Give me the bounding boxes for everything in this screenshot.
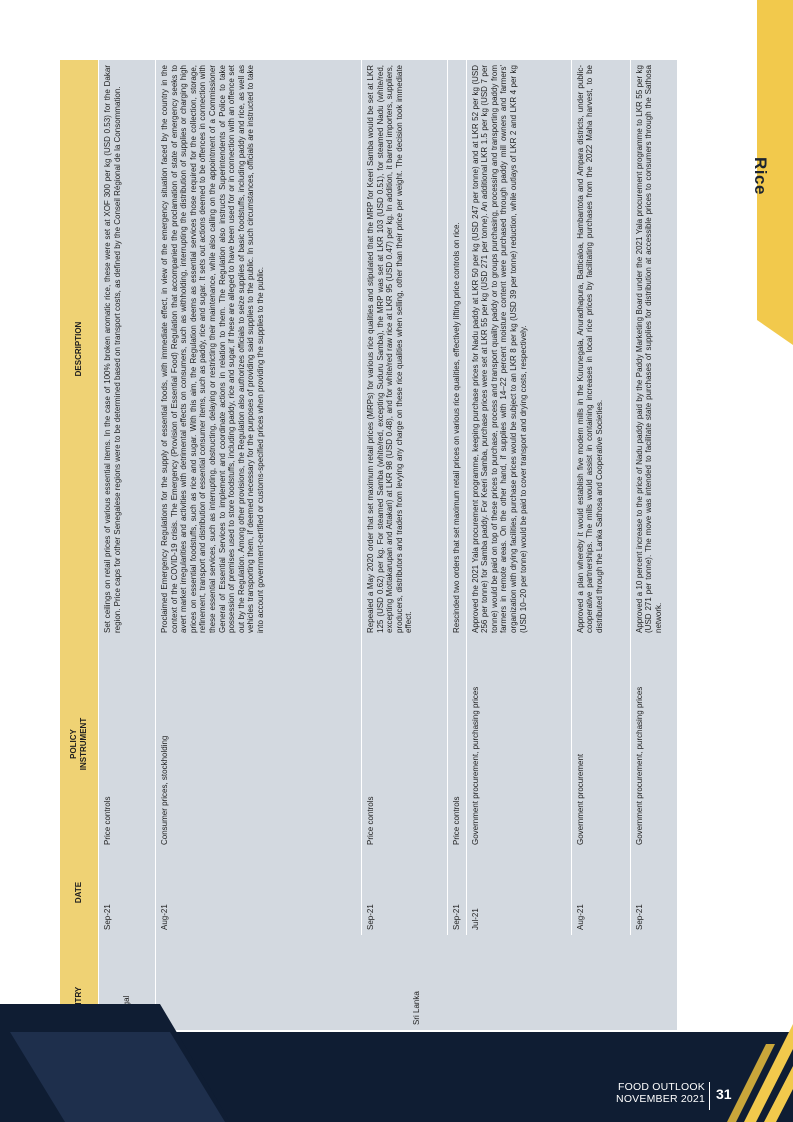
- table-header-row: [60, 60, 99, 1030]
- footer-publication: [616, 1081, 705, 1105]
- table-row: [156, 60, 362, 1030]
- footer-title: FOOD OUTLOOK: [618, 1081, 705, 1093]
- date-cell: Sep-21: [366, 904, 375, 930]
- date-cell: Aug-21: [160, 904, 169, 930]
- table-row: [448, 60, 467, 1030]
- page-number: 31: [716, 1086, 732, 1102]
- date-cell: Jul-21: [470, 908, 480, 930]
- header-date: DATE: [60, 850, 99, 935]
- footer-separator: [709, 1082, 710, 1110]
- description-cell: Approved a plan whereby it would establish five modern mills in the Kurunegala, Anuradhapura, Batticaloa, Hambantota and Ampara districts, under public-cooperative partnerships. The mills would assist in containing increases in local rice prices by facilitating purchases from the 2022 Maha harvest, to be distributed through the Lanka Sathosa and Cooperative Societies.: [575, 65, 604, 633]
- policy-table-container: [60, 60, 673, 1030]
- footer-date: NOVEMBER 2021: [616, 1093, 705, 1105]
- country-cell: Sri Lanka: [411, 991, 421, 1025]
- description-cell: Set ceilings on retail prices of various essential items. In the case of 100% broken aromatic rice, these were set at XOF 300 per kg (USD 0.53) for the Dakar region. Price caps for other Senegalese regions were to be determined based on transport costs, as defined by the Conseil Régional de la Consommation.: [103, 65, 122, 633]
- table-row: [99, 60, 156, 1030]
- date-cell: Sep-21: [634, 904, 644, 930]
- header-description: DESCRIPTION: [60, 60, 99, 638]
- header-instrument-line1: POLICY: [69, 729, 78, 759]
- header-instrument-line2: INSTRUMENT: [79, 717, 88, 771]
- description-cell: Approved a 10 percent increase to the price of Nadu paddy paid by the Paddy Marketing Board under the 2021 Yala procurement programme to LKR 55 per kg (USD 271 per tonne). The move was intended to facilitate state purchases of supplies for distribution at accessible prices to consumers through the Sathosa network.: [634, 65, 663, 633]
- table-row: [362, 60, 448, 1030]
- description-cell: Proclaimed Emergency Regulations for the supply of essential foods, with immediate effect, in view of the emergency situation faced by the country in the context of the COVID-19 crisis. The Emergency (Provision of Essential Food) Regulation that accompanied the proclamation of state of emergency seeks to avert market irregularities and activities with detrimental effects on consumers, such as withholding, interrupting the distribution of supplies or charging high prices on essential foodstuffs, such as rice and sugar. With this aim, the Regulation deems as essential services those required for the collection, storage, refinement, transport and distribution of essential consumer items, such as paddy, rice and sugar. It sets out actions deemed to be offences in connection with these essential services, such as interrupting, obstructing, delaying or restricting their maintenance, while also calling on the appointment of a Commissioner General of Essential Services to implement and coordinate actions in relation to them. The Regulation also instructs Superintendents of Police to take possession of premises used to store foodstuffs, including paddy, rice and sugar, if these are alleged to have been used for or in connection with an offence set out by the Regulation. Among other provisions, the Regulation also authorizes officials to seize supplies of basic foodstuffs, including paddy and rice, as well as vehicles transporting them, if deemed necessary for the purposes of providing said supplies to the public. In such circumstances, officials are instructed to take into account government-certified or customs-specified prices when providing the supplies to the public.: [160, 65, 265, 633]
- table-row: [630, 60, 677, 1030]
- description-cell: Rescinded two orders that set maximum retail prices on various rice qualities, effectively lifting price controls on rice.: [452, 222, 461, 633]
- instrument-cell: Government procurement, purchasing prices: [634, 686, 644, 845]
- table-row: [571, 60, 630, 1030]
- date-cell: Aug-21: [575, 904, 585, 930]
- instrument-cell: Government procurement, purchasing prices: [470, 686, 480, 845]
- date-cell: Sep-21: [452, 904, 461, 930]
- description-cell: Approved the 2021 Yala procurement programme, keeping purchase prices for Nadu paddy at LKR 50 per kg (USD 247 per tonne) and at LKR 52 per kg (USD 256 per tonne) for Samba paddy. For Keeri Samba, purchase prices were set at LKR 55 per kg (USD 271 per tonne). An additional LKR 1.5 per kg (USD 7 per tonne) would be paid on top of these prices to purchase, process and transport quality paddy or to groups purchasing, processing and transporting paddy from farmers in remote areas. On the other hand, if supplies with 14–22 percent moisture content were purchased through paddy mill owners and farmers' organization with drying facilities, purchase prices would be subject to an LKR 8 per kg (USD 39 per tonne) reduction, while outlays of LKR 2 and LKR 4 per kg (USD 10–20 per tonne) would be paid to cover transport and drying costs, respectively.: [470, 65, 528, 633]
- instrument-cell: Price controls: [366, 796, 375, 845]
- instrument-cell: Price controls: [452, 796, 461, 845]
- description-cell: Repealed a May 2020 order that set maximum retail prices (MRPs) for various rice qualities and stipulated that the MRP for Keeri Samba would be set at LKR 125 (USD 0.62) per kg. For steamed Samba (white/red, excepting Suduru Samba), the MRP was set at LKR 103 (USD 0.51), for steamed Nadu (white/red, excepting Mottakarupan and Attakari) at LKR 98 (USD 0.48), and for white/red raw rice at LKR 95 (USD 0.47) per kg. In addition, it barred importers, suppliers, producers, distributors and traders from levying any charge on these rice qualities when selling, other than their price per weight. The decision took immediate effect.: [366, 65, 414, 633]
- instrument-cell: Consumer prices, stockholding: [160, 735, 169, 845]
- instrument-cell: Price controls: [103, 796, 112, 845]
- instrument-cell: Government procurement: [575, 753, 585, 845]
- date-cell: Sep-21: [103, 904, 112, 930]
- table-row: [466, 60, 571, 1030]
- section-tab-label: Rice: [751, 157, 770, 195]
- policy-table: [60, 60, 677, 1030]
- header-policy-instrument: [60, 638, 99, 850]
